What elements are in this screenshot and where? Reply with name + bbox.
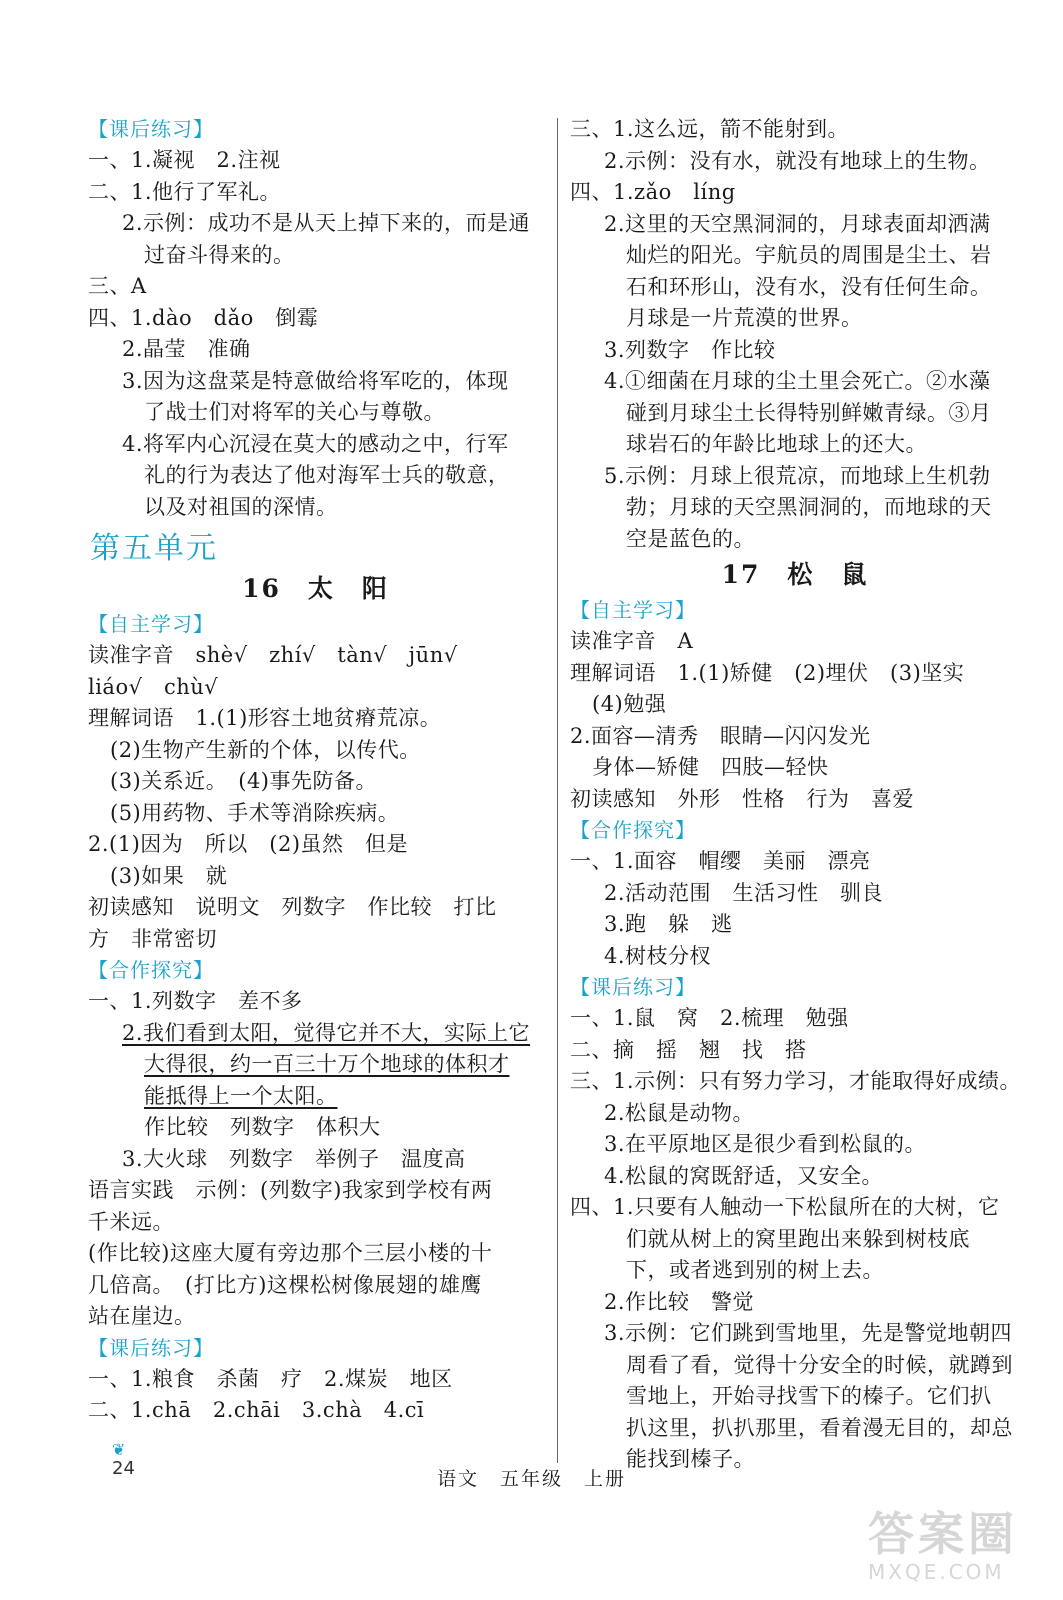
answer-line: 二、1.他行了军礼。 bbox=[88, 179, 282, 204]
answer-line: 四、1.dào dǎo 倒霉 bbox=[88, 305, 319, 330]
answer-line: 2.(1)因为 所以 (2)虽然 但是 bbox=[88, 832, 409, 856]
answer-line: 一、1.列数字 差不多 bbox=[88, 989, 303, 1013]
answer-line: 语言实践 示例：(列数字)我家到学校有两 bbox=[88, 1178, 493, 1202]
answer-line: liáo√ chù√ bbox=[88, 674, 219, 699]
answer-line: 理解词语 1.(1)形容土地贫瘠荒凉。 bbox=[88, 706, 442, 730]
watermark-url: MXQE.COM bbox=[868, 1560, 1005, 1584]
answer-line: 3.在平原地区是很少看到松鼠的。 bbox=[604, 1132, 927, 1156]
answer-line: 周看了看，觉得十分安全的时候，就蹲到 bbox=[626, 1352, 1013, 1377]
answer-line: 四、1.只要有人触动一下松鼠所在的大树，它 bbox=[570, 1195, 1000, 1219]
column-divider bbox=[557, 118, 558, 1463]
answer-line: 一、1.凝视 2.注视 bbox=[88, 148, 281, 172]
answer-line: 初读感知 说明文 列数字 作比较 打比 bbox=[88, 895, 497, 919]
page-number: 24 bbox=[112, 1458, 135, 1479]
answer-line: 3.示例：它们跳到雪地里，先是警觉地朝四 bbox=[604, 1321, 1013, 1345]
unit-title: 第五单元 bbox=[90, 531, 218, 566]
answer-line: 碰到月球尘土长得特别鲜嫩青绿。③月 bbox=[626, 400, 992, 425]
answer-line: 3.列数字 作比较 bbox=[604, 337, 776, 362]
answer-line: 石和环形山，没有水，没有任何生命。 bbox=[626, 274, 992, 299]
answer-line: 三、1.这么远，箭不能射到。 bbox=[570, 117, 850, 141]
section-tag: 【课后练习】 bbox=[88, 117, 214, 141]
section-tag: 【合作探究】 bbox=[570, 818, 696, 842]
answer-line: 二、1.chā 2.chāi 3.chà 4.cī bbox=[88, 1398, 425, 1422]
answer-line: 3.因为这盘菜是特意做给将军吃的，体现 bbox=[122, 368, 509, 393]
section-tag: 【合作探究】 bbox=[88, 958, 214, 982]
answer-line: 4.松鼠的窝既舒适，又安全。 bbox=[604, 1163, 884, 1188]
answer-line: 扒这里，扒扒那里，看着漫无目的，却总 bbox=[626, 1415, 1013, 1440]
answer-line: 读准字音 shè√ zhí√ tàn√ jūn√ bbox=[88, 643, 458, 667]
answer-line: 4.树枝分杈 bbox=[604, 943, 712, 968]
answer-line: 能找到榛子。 bbox=[626, 1447, 755, 1471]
answer-line: 2.松鼠是动物。 bbox=[604, 1100, 755, 1125]
answer-line: 三、1.示例：只有努力学习，才能取得好成绩。 bbox=[570, 1069, 1022, 1093]
answer-line: (2)生物产生新的个体，以传代。 bbox=[110, 737, 421, 762]
answer-line: 一、1.粮食 杀菌 疗 2.煤炭 地区 bbox=[88, 1366, 453, 1391]
answer-line: 以及对祖国的深情。 bbox=[144, 494, 338, 519]
answer-line: 理解词语 1.(1)矫健 (2)埋伏 (3)坚实 bbox=[570, 660, 965, 685]
answer-line: 5.示例：月球上很荒凉，而地球上生机勃 bbox=[604, 463, 991, 488]
answer-line: 空是蓝色的。 bbox=[626, 526, 755, 551]
answer-line: 2.活动范围 生活习性 驯良 bbox=[604, 880, 884, 905]
answer-line: 月球是一片荒漠的世界。 bbox=[626, 306, 863, 330]
answer-line: 一、1.面容 帽缨 美丽 漂亮 bbox=[570, 849, 871, 873]
answer-line: 一、1.鼠 窝 2.梳理 勉强 bbox=[570, 1006, 849, 1030]
answer-line: 2.晶莹 准确 bbox=[122, 337, 251, 361]
book-footer: 语文 五年级 上册 bbox=[436, 1468, 626, 1490]
right-column bbox=[570, 114, 1020, 1476]
answer-line: 二、摘 摇 翘 找 搭 bbox=[570, 1037, 807, 1062]
answer-line: (3)关系近。 (4)事先防备。 bbox=[110, 769, 377, 793]
section-tag: 【课后练习】 bbox=[570, 975, 696, 999]
answer-line: 读准字音 A bbox=[570, 629, 694, 653]
answer-line: 站在崖边。 bbox=[88, 1304, 196, 1328]
section-tag: 【自主学习】 bbox=[570, 598, 696, 622]
answer-line: 下，或者逃到别的树上去。 bbox=[626, 1258, 884, 1282]
answer-line: (5)用药物、手术等消除疾病。 bbox=[110, 800, 400, 825]
answer-line: 方 非常密切 bbox=[88, 926, 217, 951]
answer-line: 身体—矫健 四肢—轻快 bbox=[592, 755, 829, 779]
answer-line: 2.我们看到太阳，觉得它并不大，实际上它 bbox=[122, 1020, 531, 1045]
answer-line: (4)勉强 bbox=[592, 692, 667, 716]
answer-line: 千米远。 bbox=[88, 1209, 174, 1234]
answer-line: 2.面容—清秀 眼睛—闪闪发光 bbox=[570, 723, 871, 748]
answer-line: 2.这里的天空黑洞洞的，月球表面却洒满 bbox=[604, 211, 991, 236]
answer-line: 4.①细菌在月球的尘土里会死亡。②水藻 bbox=[604, 369, 991, 393]
answer-line: 过奋斗得来的。 bbox=[144, 242, 295, 267]
left-column bbox=[88, 114, 543, 1427]
section-tag: 【课后练习】 bbox=[88, 1335, 214, 1360]
section-tag: 【自主学习】 bbox=[88, 612, 214, 636]
answer-line: 4.将军内心沉浸在莫大的感动之中，行军 bbox=[122, 431, 509, 456]
answer-line: 2.示例：没有水，就没有地球上的生物。 bbox=[604, 148, 991, 173]
answer-line: 球岩石的年龄比地球上的还大。 bbox=[626, 432, 927, 456]
answer-line: 们就从树上的窝里跑出来躲到树枝底 bbox=[626, 1226, 970, 1251]
answer-line: 礼的行为表达了他对海军士兵的敬意， bbox=[144, 463, 510, 487]
answer-line: 四、1.zǎo líng bbox=[570, 180, 736, 204]
answer-line: 3.大火球 列数字 举例子 温度高 bbox=[122, 1146, 466, 1171]
answer-line: 作比较 列数字 体积大 bbox=[144, 1115, 381, 1139]
decorative-swirl-icon: ❦ bbox=[112, 1440, 126, 1459]
answer-line: (作比较)这座大厦有旁边那个三层小楼的十 bbox=[88, 1241, 493, 1265]
answer-line: 了战士们对将军的关心与尊敬。 bbox=[144, 400, 445, 424]
answer-line: 灿烂的阳光。宇航员的周围是尘土、岩 bbox=[626, 243, 992, 267]
answer-line: 雪地上，开始寻找雪下的榛子。它们扒 bbox=[626, 1384, 992, 1408]
answer-line: 勃；月球的天空黑洞洞的，而地球的天 bbox=[626, 495, 992, 519]
answer-line: 2.示例：成功不是从天上掉下来的，而是通 bbox=[122, 211, 531, 235]
answer-line: 大得很，约一百三十万个地球的体积才 bbox=[144, 1052, 510, 1076]
answer-line: 三、A bbox=[88, 274, 147, 298]
answer-line: (3)如果 就 bbox=[110, 863, 228, 888]
answer-line: 几倍高。 (打比方)这棵松树像展翅的雄鹰 bbox=[88, 1272, 482, 1297]
watermark bbox=[868, 1508, 1048, 1584]
answer-line: 2.作比较 警觉 bbox=[604, 1289, 755, 1314]
lesson-title: 16 太 阳 bbox=[242, 574, 389, 603]
answer-line: 初读感知 外形 性格 行为 喜爱 bbox=[570, 786, 914, 811]
lesson-title: 17 松 鼠 bbox=[721, 560, 869, 589]
watermark-logo: 答案圈 bbox=[868, 1507, 1018, 1561]
answer-line: 能抵得上一个太阳。 bbox=[144, 1083, 338, 1108]
answer-line: 3.跑 躲 逃 bbox=[604, 912, 733, 936]
